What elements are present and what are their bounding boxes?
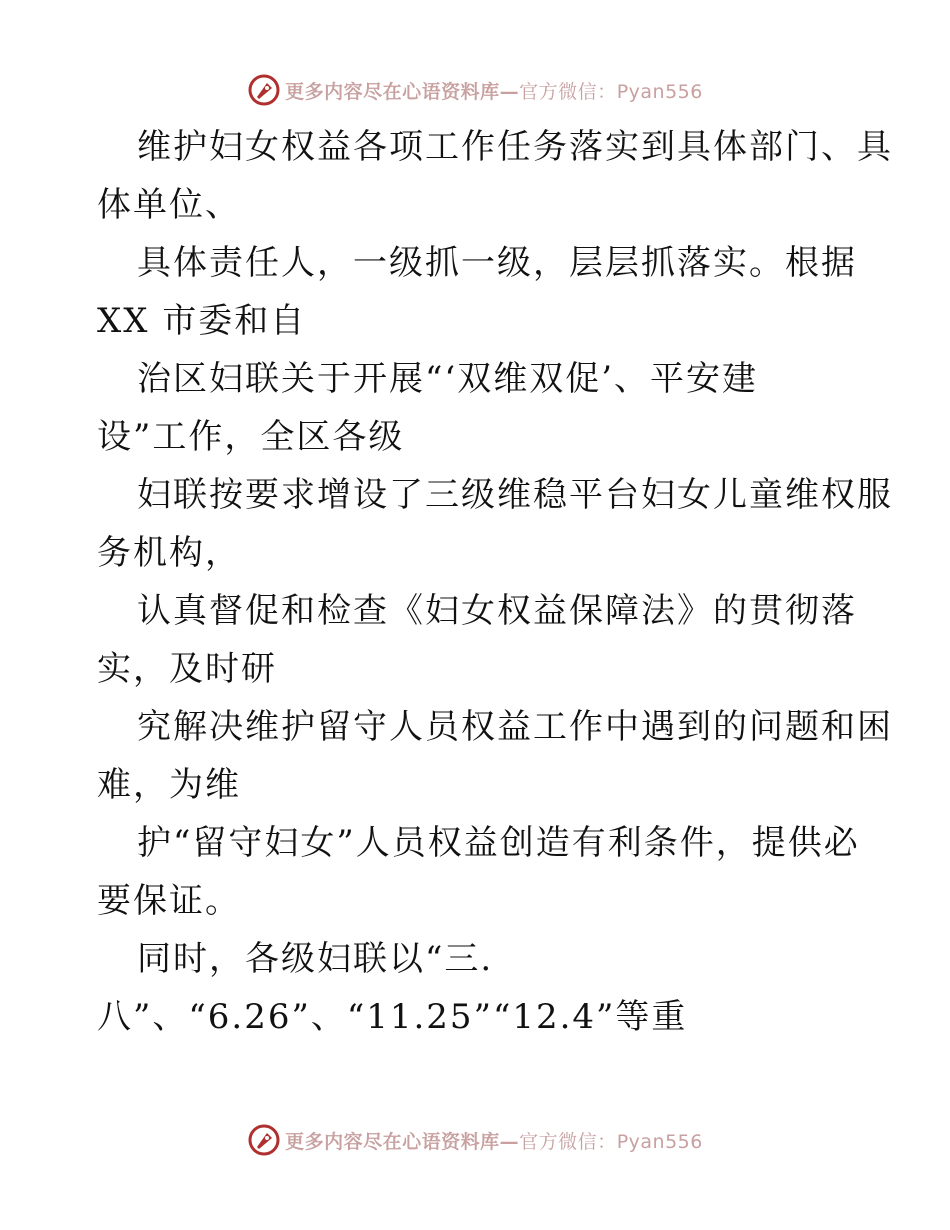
text-line: 体单位、 (97, 185, 241, 225)
watermark-separator: — (499, 1130, 520, 1153)
pen-nib-icon (247, 1123, 281, 1157)
watermark-separator: — (499, 80, 520, 103)
watermark-wechat-id: Pyan556 (616, 80, 703, 103)
text-line: 妇联按要求增设了三级维稳平台妇女儿童维权服 (137, 475, 893, 515)
watermark-wechat-label: 官方微信： (519, 1130, 617, 1153)
text-line: 治区妇联关于开展“‘双维双促’、平安建 (137, 359, 758, 399)
watermark-brand: 更多内容尽在心语资料库 (285, 1130, 500, 1153)
text-line: 护“留守妇女”人员权益创造有利条件，提供必 (137, 823, 860, 863)
watermark-wechat-label: 官方微信： (519, 80, 617, 103)
text-line: 要保证。 (97, 881, 241, 921)
pen-nib-icon (247, 73, 281, 107)
text-line: 究解决维护留守人员权益工作中遇到的问题和困 (137, 707, 893, 747)
watermark-text (285, 1127, 703, 1154)
text-line: 具体责任人，一级抓一级，层层抓落实。根据 (137, 243, 857, 283)
text-line: 难，为维 (97, 765, 241, 805)
text-line: 设”工作，全区各级 (97, 417, 405, 457)
watermark-text (285, 77, 703, 104)
text-line: 务机构， (97, 533, 241, 573)
text-line: 八”、“6.26”、“11.25”“12.4”等重 (97, 997, 688, 1037)
text-line: 实，及时研 (97, 649, 277, 689)
watermark-brand: 更多内容尽在心语资料库 (285, 80, 500, 103)
header-watermark (0, 70, 950, 110)
footer-watermark (0, 1120, 950, 1160)
watermark-wechat-id: Pyan556 (616, 1130, 703, 1153)
text-line: 认真督促和检查《妇女权益保障法》的贯彻落 (137, 591, 857, 631)
text-line: 维护妇女权益各项工作任务落实到具体部门、具 (137, 127, 893, 167)
text-line: 同时，各级妇联以“三. (137, 939, 494, 979)
text-line: XX 市委和自 (97, 301, 307, 341)
